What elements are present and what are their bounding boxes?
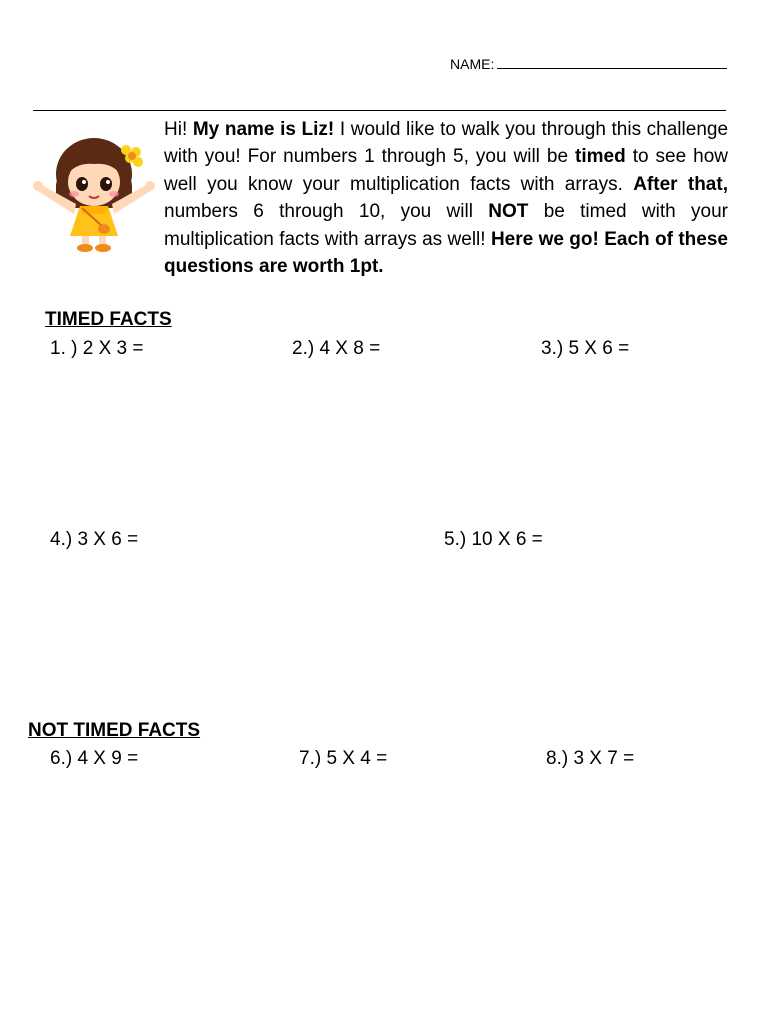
intro-bold: Here we go! Each of these questions are worth 1pt. [164,228,728,278]
liz-mascot-icon [32,132,156,254]
problem-2: 2.) 4 X 8 = [292,338,381,359]
intro-text: be timed with your multiplication facts with arrays as well! [164,201,728,250]
intro-text: to see how well you know your multiplication facts with arrays. [164,146,729,195]
problem-1: 1. ) 2 X 3 = [50,338,144,359]
name-blank-line[interactable] [497,56,727,69]
intro-text: Hi! [164,119,193,140]
timed-facts-heading: TIMED FACTS [45,309,172,330]
problem-6: 6.) 4 X 9 = [50,748,139,769]
not-timed-facts-heading: NOT TIMED FACTS [28,720,201,741]
header-divider [33,110,726,111]
intro-paragraph [164,116,728,280]
intro-bold: NOT [488,201,529,223]
intro-bold: My name is Liz! [192,119,335,140]
intro-bold: timed [575,146,626,168]
intro-text: numbers 6 through 10, you will [164,201,489,223]
problem-3: 3.) 5 X 6 = [541,338,630,359]
problem-8: 8.) 3 X 7 = [546,748,635,769]
problem-4: 4.) 3 X 6 = [50,529,139,550]
intro-bold: After that, [633,173,728,195]
name-field[interactable] [450,56,732,72]
problem-5: 5.) 10 X 6 = [444,529,543,550]
intro-text: I would like to walk you through this challenge with you! For numbers 1 through 5, you will be [164,119,729,168]
name-label: NAME: [450,56,495,72]
problem-7: 7.) 5 X 4 = [299,748,388,769]
